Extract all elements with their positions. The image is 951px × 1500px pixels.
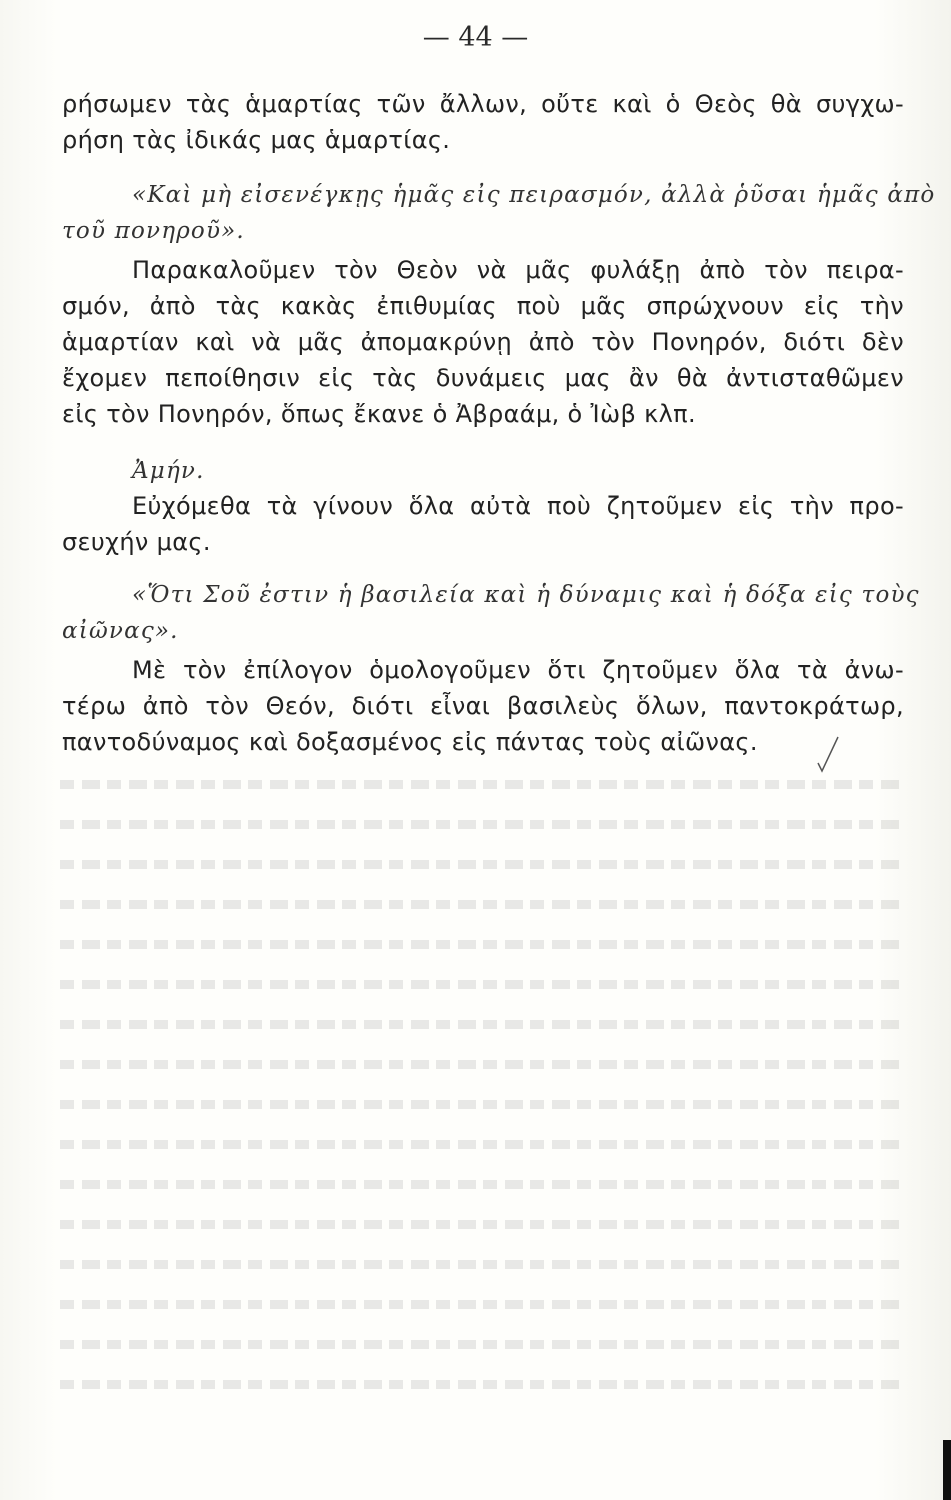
bleed-through-line [60,820,900,829]
bleed-through-line [60,1100,900,1109]
page-number: — 44 — [422,22,529,53]
bleed-through-line [60,1340,900,1349]
text-line: παντοδύναμος καὶ δοξασμένος εἰς πάντας τοὺς αἰῶνας. [62,728,758,756]
bleed-through-line [60,780,900,789]
text-line: Εὐχόμεθα τὰ γίνουν ὅλα αὐτὰ ποὺ ζητοῦμεν εἰς τὴν προ- [132,492,904,520]
pencil-tick-mark [812,735,842,775]
bleed-through-line [60,1220,900,1229]
text-line: ἁμαρτίαν καὶ νὰ μᾶς ἀπομακρύνῃ ἀπὸ τὸν Πονηρόν, διότι δὲν [62,328,904,356]
quote-line: «Καὶ μὴ εἰσενέγκῃς ἡμᾶς εἰς πειρασμόν, ἀλλὰ ῥῦσαι ἡμᾶς ἀπὸ [132,182,936,208]
bleed-through-line [60,1260,900,1269]
bleed-through-line [60,860,900,869]
bleed-through-text [60,780,900,1480]
bleed-through-line [60,980,900,989]
bleed-through-line [60,900,900,909]
bleed-through-line [60,1140,900,1149]
bleed-through-line [60,1020,900,1029]
text-line: Μὲ τὸν ἐπίλογον ὁμολογοῦμεν ὅτι ζητοῦμεν ὅλα τὰ ἀνω- [132,656,904,684]
quote-line: αἰῶνας». [62,618,179,644]
text-line: Παρακαλοῦμεν τὸν Θεὸν νὰ μᾶς φυλάξῃ ἀπὸ τὸν πειρα- [132,256,904,284]
bleed-through-line [60,1380,900,1389]
bleed-through-line [60,1180,900,1189]
text-line: εἰς τὸν Πονηρόν, ὅπως ἔκανε ὁ Ἀβραάμ, ὁ Ἰὼβ κλπ. [62,400,696,428]
text-line: ἔχομεν πεποίθησιν εἰς τὰς δυνάμεις μας ἂν θὰ ἀντισταθῶμεν [62,364,904,392]
quote-line: «Ὅτι Σοῦ ἐστιν ἡ βασιλεία καὶ ἡ δύναμις καὶ ἡ δόξα εἰς τοὺς [132,582,920,608]
bleed-through-line [60,1300,900,1309]
bleed-through-line [60,940,900,949]
text-line: σμόν, ἀπὸ τὰς κακὰς ἐπιθυμίας ποὺ μᾶς σπρώχνουν εἰς τὴν [62,292,904,320]
text-line: ρήσωμεν τὰς ἁμαρτίας τῶν ἄλλων, οὔτε καὶ ὁ Θεὸς θὰ συγχω- [62,90,904,118]
text-line: τέρω ἀπὸ τὸν Θεόν, διότι εἶναι βασιλεὺς ὅλων, παντοκράτωρ, [62,692,904,720]
quote-line: Ἀμήν. [132,458,205,484]
text-line: σευχήν μας. [62,528,211,556]
bleed-through-line [60,1060,900,1069]
quote-line: τοῦ πονηροῦ». [62,218,245,244]
scan-edge-mark [943,1440,951,1500]
text-line: ρήση τὰς ἰδικάς μας ἁμαρτίας. [62,126,451,154]
